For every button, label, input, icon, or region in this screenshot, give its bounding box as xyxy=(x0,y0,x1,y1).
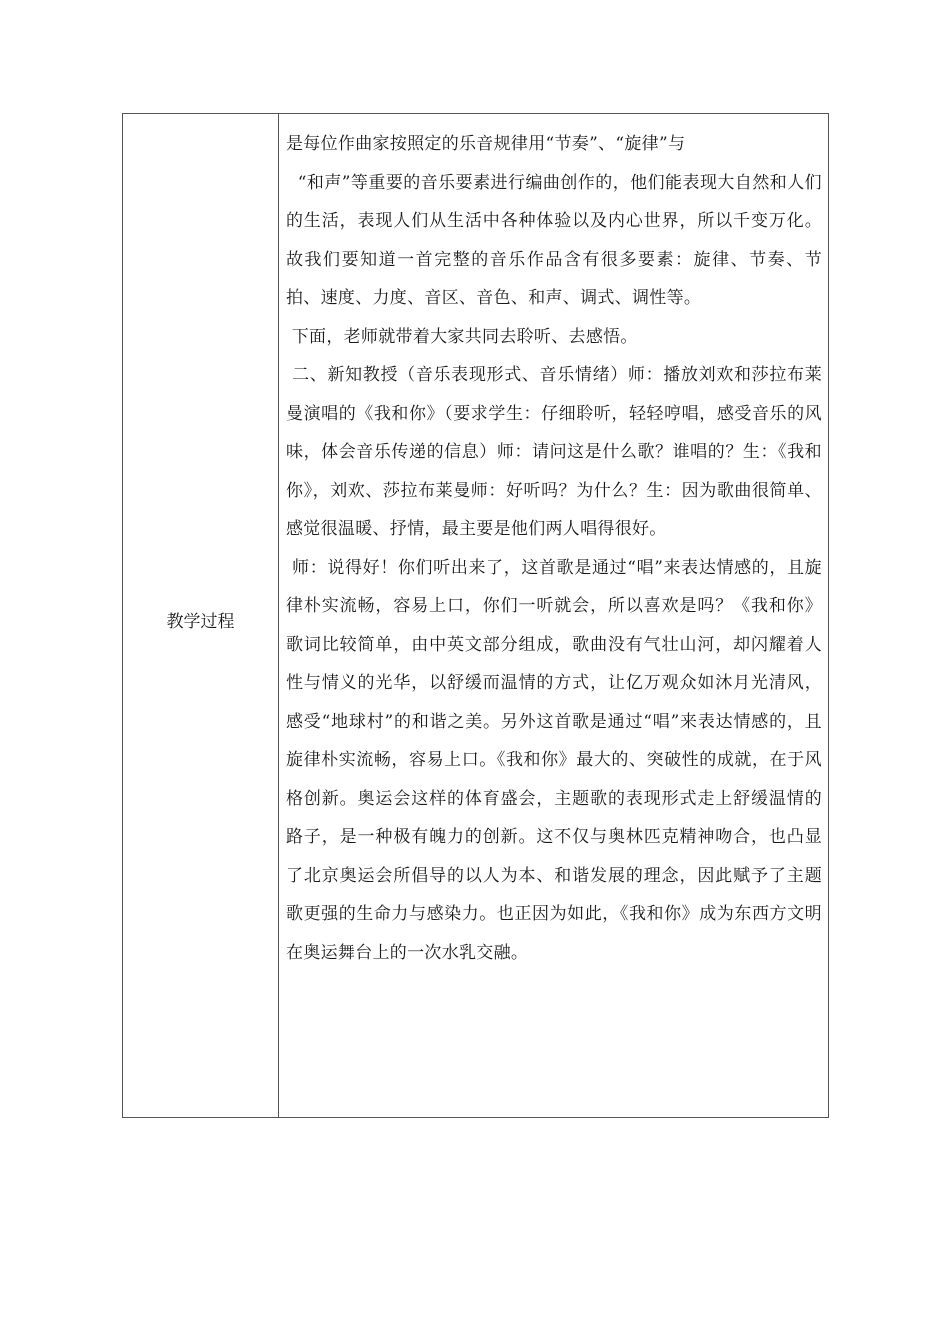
paragraph-3: 下面，老师就带着大家共同去聆听、去感悟。 xyxy=(286,326,638,347)
paragraph-5: 师：说得好！你们听出来了，这首歌是通过“唱”来表达情感的，且旋律朴实流畅，容易上口，你们一听就会，所以喜欢是吗？《我和你》歌词比较简单，由中英文部分组成，歌曲没有气壮山河，却闪耀着人性与情义的光华，以舒缓而温情的方式，让亿万观众如沐月光清风，感受“地球村”的和谐之美。另外这首歌是通过“唱”来表达情感的，且旋律朴实流畅，容易上口。《我和你》最大的、突破性的成就，在于风格创新。奥运会这样的体育盛会，主题歌的表现形式走上舒缓温情的路子，是一种极有魄力的创新。这不仅与奥林匹克精神吻合，也凸显了北京奥运会所倡导的以人为本、和谐发展的理念，因此赋予了主题歌更强的生命力与感染力。也正因为如此，《我和你》成为东西方文明在奥运舞台上的一次水乳交融。 xyxy=(286,557,822,963)
lesson-table xyxy=(122,113,829,1118)
paragraph-4: 二、新知教授（音乐表现形式、音乐情绪）师：播放刘欢和莎拉布莱曼演唱的《我和你》（要求学生：仔细聆听，轻轻哼唱，感受音乐的风味，体会音乐传递的信息）师：请问这是什么歌？谁唱的？生：《我和你》，刘欢、莎拉布莱曼师：好听吗？为什么？生：因为歌曲很简单、感觉很温暖、抒情，最主要是他们两人唱得很好。 xyxy=(286,365,822,539)
row-label: 教学过程 xyxy=(166,612,235,632)
paragraph-1: 是每位作曲家按照定的乐音规律用“节奏”、“旋律”与 xyxy=(286,134,686,154)
row-label-cell xyxy=(123,114,279,1117)
content-cell xyxy=(279,114,828,1117)
paragraph-2: “和声”等重要的音乐要素进行编曲创作的，他们能表现大自然和人们的生活，表现人们从生活中各种体验以及内心世界，所以千变万化。故我们要知道一首完整的音乐作品含有很多要素：旋律、节奏、节拍、速度、力度、音区、音色、和声、调式、调性等。 xyxy=(286,172,822,308)
